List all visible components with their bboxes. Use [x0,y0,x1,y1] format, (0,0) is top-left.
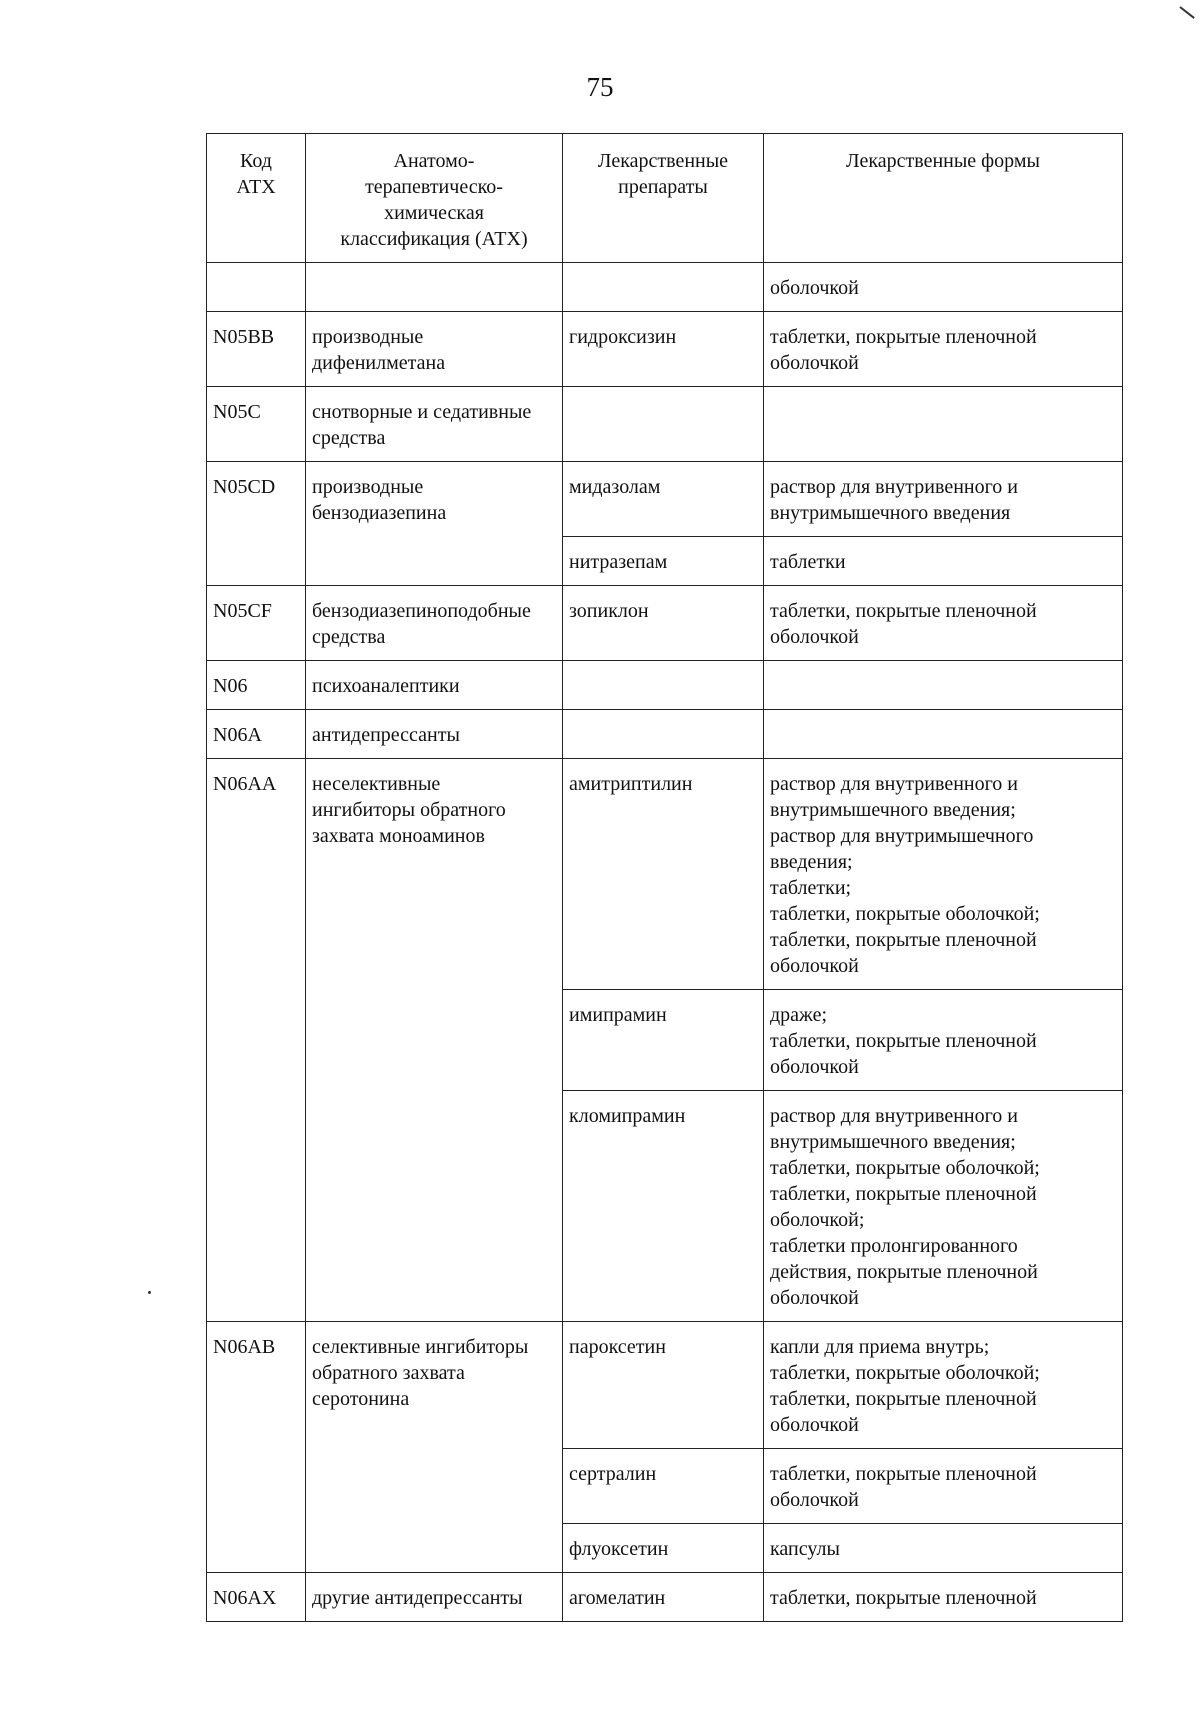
table-row [207,1573,1123,1622]
cell-forms: раствор для внутривенного и внутримышечного введения; раствор для внутримышечного введения; таблетки; таблетки, покрытые оболочкой; таблетки, покрытые пленочной оболочкой [764,759,1123,990]
cell-code: N05C [207,387,306,462]
table-row [207,387,1123,462]
cell-classification: бензодиазепиноподобные средства [306,586,563,661]
cell-classification: антидепрессанты [306,710,563,759]
cell-forms [764,387,1123,462]
cell-classification: производные бензодиазепина [306,462,563,586]
cell-drug: флуоксетин [563,1524,764,1573]
table-row [207,710,1123,759]
table-row [207,661,1123,710]
table-row [207,1322,1123,1449]
cell-classification: производные дифенилметана [306,312,563,387]
cell-code: N06AX [207,1573,306,1622]
cell-forms: таблетки [764,537,1123,586]
cell-classification: неселективные ингибиторы обратного захвата моноаминов [306,759,563,1322]
cell-drug: гидроксизин [563,312,764,387]
cell-forms: раствор для внутривенного и внутримышечного введения [764,462,1123,537]
cell-drug [563,387,764,462]
table-row [207,462,1123,537]
cell-drug: пароксетин [563,1322,764,1449]
cell-drug: сертралин [563,1449,764,1524]
cell-code: N06 [207,661,306,710]
page-number: 75 [586,72,614,102]
cell-code: N06AB [207,1322,306,1573]
cell-code: N06AA [207,759,306,1322]
cell-forms: таблетки, покрытые пленочной [764,1573,1123,1622]
cell-forms [764,661,1123,710]
cell-classification: психоаналептики [306,661,563,710]
cell-classification [306,263,563,312]
scan-speck [148,1291,151,1294]
cell-code: N06A [207,710,306,759]
table-header-row [207,134,1123,263]
cell-forms [764,710,1123,759]
cell-forms: капли для приема внутрь; таблетки, покрытые оболочкой; таблетки, покрытые пленочной оболочкой [764,1322,1123,1449]
cell-forms: оболочкой [764,263,1123,312]
table-row [207,759,1123,990]
scan-corner-mark [1179,6,1194,19]
cell-drug: амитриптилин [563,759,764,990]
cell-drug: агомелатин [563,1573,764,1622]
cell-forms: драже; таблетки, покрытые пленочной оболочкой [764,990,1123,1091]
cell-drug: мидазолам [563,462,764,537]
cell-code: N05BB [207,312,306,387]
cell-code [207,263,306,312]
header-code: Код АТХ [207,134,306,263]
cell-drug [563,661,764,710]
cell-code: N05CD [207,462,306,586]
cell-forms: таблетки, покрытые пленочной оболочкой [764,1449,1123,1524]
cell-classification: другие антидепрессанты [306,1573,563,1622]
table-row [207,586,1123,661]
cell-forms: раствор для внутривенного и внутримышечного введения; таблетки, покрытые оболочкой; таблетки, покрытые пленочной оболочкой; таблетки пролонгированного действия, покрытые пленочной оболочкой [764,1091,1123,1322]
cell-drug: имипрамин [563,990,764,1091]
cell-drug: зопиклон [563,586,764,661]
cell-drug [563,710,764,759]
header-forms: Лекарственные формы [764,134,1123,263]
cell-drug: кломипрамин [563,1091,764,1322]
cell-code: N05CF [207,586,306,661]
cell-forms: таблетки, покрытые пленочной оболочкой [764,312,1123,387]
cell-classification: снотворные и седативные средства [306,387,563,462]
cell-drug [563,263,764,312]
atc-table [206,133,1123,1622]
header-drugs: Лекарственные препараты [563,134,764,263]
header-classification: Анатомо- терапевтическо- химическая классификация (АТХ) [306,134,563,263]
cell-classification: селективные ингибиторы обратного захвата серотонина [306,1322,563,1573]
table-row [207,312,1123,387]
cell-drug: нитразепам [563,537,764,586]
cell-forms: таблетки, покрытые пленочной оболочкой [764,586,1123,661]
cell-forms: капсулы [764,1524,1123,1573]
table-row [207,263,1123,312]
